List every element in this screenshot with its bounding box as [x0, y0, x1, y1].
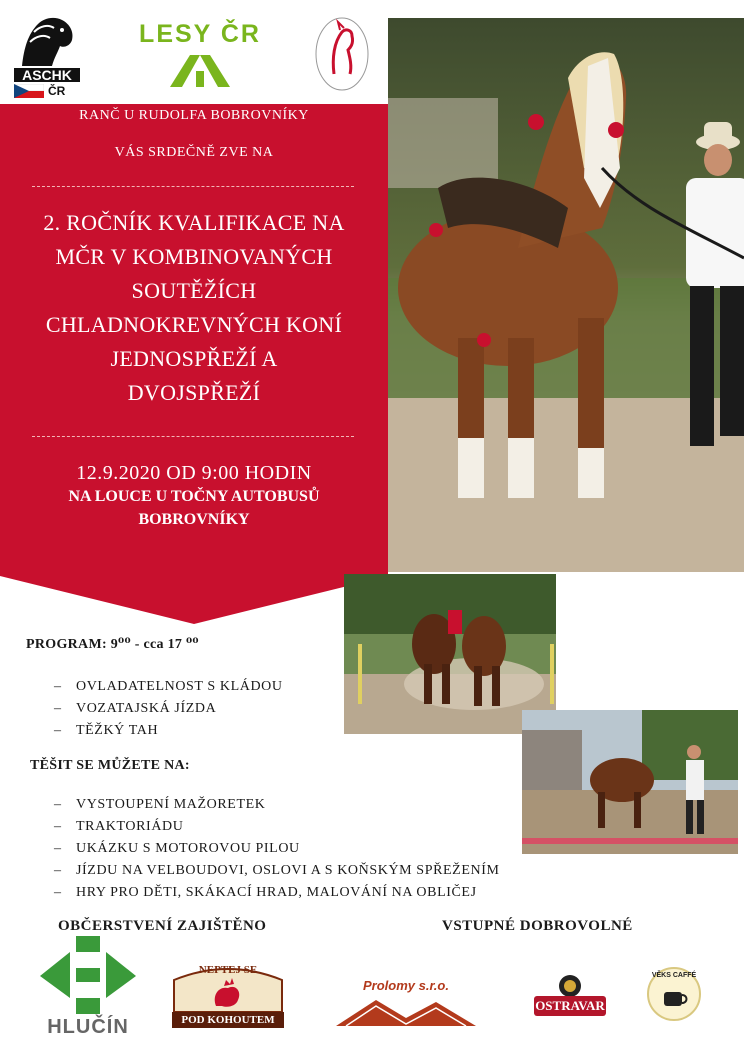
kohout-top-label: NEPTEJ SE — [198, 964, 258, 976]
heavy-pull-photo — [522, 710, 738, 854]
list-item: – OVLADATELNOST S KLÁDOU — [54, 676, 283, 698]
entry-note: VSTUPNÉ DOBROVOLNÉ — [442, 918, 633, 934]
kohout-bottom-label: POD KOHOUTEM — [172, 1012, 284, 1028]
czech-flag-icon — [14, 84, 44, 98]
hlucin-logo — [40, 936, 136, 1042]
list-item: – HRY PRO DĚTI, SKÁKACÍ HRAD, MALOVÁNÍ NA OBLIČEJ — [54, 882, 500, 904]
list-item: – VOZATAJSKÁ JÍZDA — [54, 698, 283, 720]
mountains-icon — [336, 996, 476, 1026]
caffe-logo — [646, 966, 702, 1022]
horse-seal-icon — [312, 14, 372, 94]
event-date-time: 12.9.2020 OD 9:00 HODIN — [76, 462, 312, 484]
event-place-line2: BOBROVNÍKY — [138, 511, 250, 528]
attractions-heading: TĚŠIT SE MŮŽETE NA: — [30, 758, 190, 773]
host-name: RANČ U RUDOLFA BOBROVNÍKY — [79, 108, 309, 123]
refreshments-note: OBČERSTVENÍ ZAJIŠTĚNO — [58, 918, 267, 934]
ostravar-crest-icon — [558, 974, 582, 998]
list-item: – VYSTOUPENÍ MAŽORETEK — [54, 794, 500, 816]
attraction-item: JÍZDU NA VELBOUDOVI, OSLOVI A S KOŇSKÝM SPŘEŽENÍM — [76, 863, 500, 878]
list-item: – TRAKTORIÁDU — [54, 816, 500, 838]
attraction-item: VYSTOUPENÍ MAŽORETEK — [76, 797, 266, 812]
title-line: 2. ROČNÍK KVALIFIKACE NA — [43, 210, 345, 235]
event-place-line1: NA LOUCE U TOČNY AUTOBUSŮ — [68, 488, 320, 505]
event-title — [8, 206, 380, 410]
breeders-seal-logo — [312, 14, 372, 94]
ostravar-label: OSTRAVAR — [534, 996, 606, 1016]
lesy-cr-logo — [120, 20, 280, 95]
attraction-item: HRY PRO DĚTI, SKÁKACÍ HRAD, MALOVÁNÍ NA OBLIČEJ — [76, 885, 477, 900]
lesy-cr-label: LESY ČR — [139, 20, 261, 48]
main-horse-photo — [388, 18, 744, 572]
attraction-item: UKÁZKU S MOTOROVOU PILOU — [76, 841, 300, 856]
prolomy-label: Prolomy s.r.o. — [363, 978, 449, 993]
program-item: TĚŽKÝ TAH — [76, 723, 159, 738]
pod-kohoutem-logo — [166, 962, 290, 1032]
aschk-label: ASCHK — [14, 68, 80, 82]
list-item: – JÍZDU NA VELBOUDOVI, OSLOVI A S KOŇSKÝM SPŘEŽENÍM — [54, 860, 500, 882]
invite-text: VÁS SRDEČNĚ ZVE NA — [114, 145, 274, 160]
program-heading: PROGRAM: 9⁰⁰ - cca 17 ⁰⁰ — [26, 637, 199, 652]
title-line: SOUTĚŽÍCH — [131, 278, 257, 303]
aschk-logo — [14, 12, 80, 98]
program-item: OVLADATELNOST S KLÁDOU — [76, 679, 283, 694]
lesy-arrows-icon — [160, 49, 240, 89]
list-item: – UKÁZKU S MOTOROVOU PILOU — [54, 838, 500, 860]
attraction-item: TRAKTORIÁDU — [76, 819, 184, 834]
hlucin-label: HLUČÍN — [47, 1016, 129, 1038]
attractions-list — [54, 794, 500, 904]
list-item: – TĚŽKÝ TAH — [54, 720, 283, 742]
title-line: DVOJSPŘEŽÍ — [127, 380, 261, 405]
divider — [32, 436, 354, 437]
horse-head-icon — [14, 12, 80, 70]
event-details — [4, 462, 384, 531]
program-list — [54, 676, 283, 742]
aschk-country: ČR — [48, 84, 66, 98]
program-item: VOZATAJSKÁ JÍZDA — [76, 701, 217, 716]
hlucin-emblem-icon — [40, 936, 136, 1014]
prolomy-logo — [336, 978, 476, 1028]
ostravar-logo — [534, 974, 606, 1024]
caffe-label: VĚKS CAFFÉ — [651, 972, 697, 979]
title-line: JEDNOSPŘEŽÍ A — [110, 346, 278, 371]
divider — [32, 186, 354, 187]
title-line: CHLADNOKREVNÝCH KONÍ — [45, 312, 343, 337]
title-line: MČR V KOMBINOVANÝCH — [55, 244, 333, 269]
